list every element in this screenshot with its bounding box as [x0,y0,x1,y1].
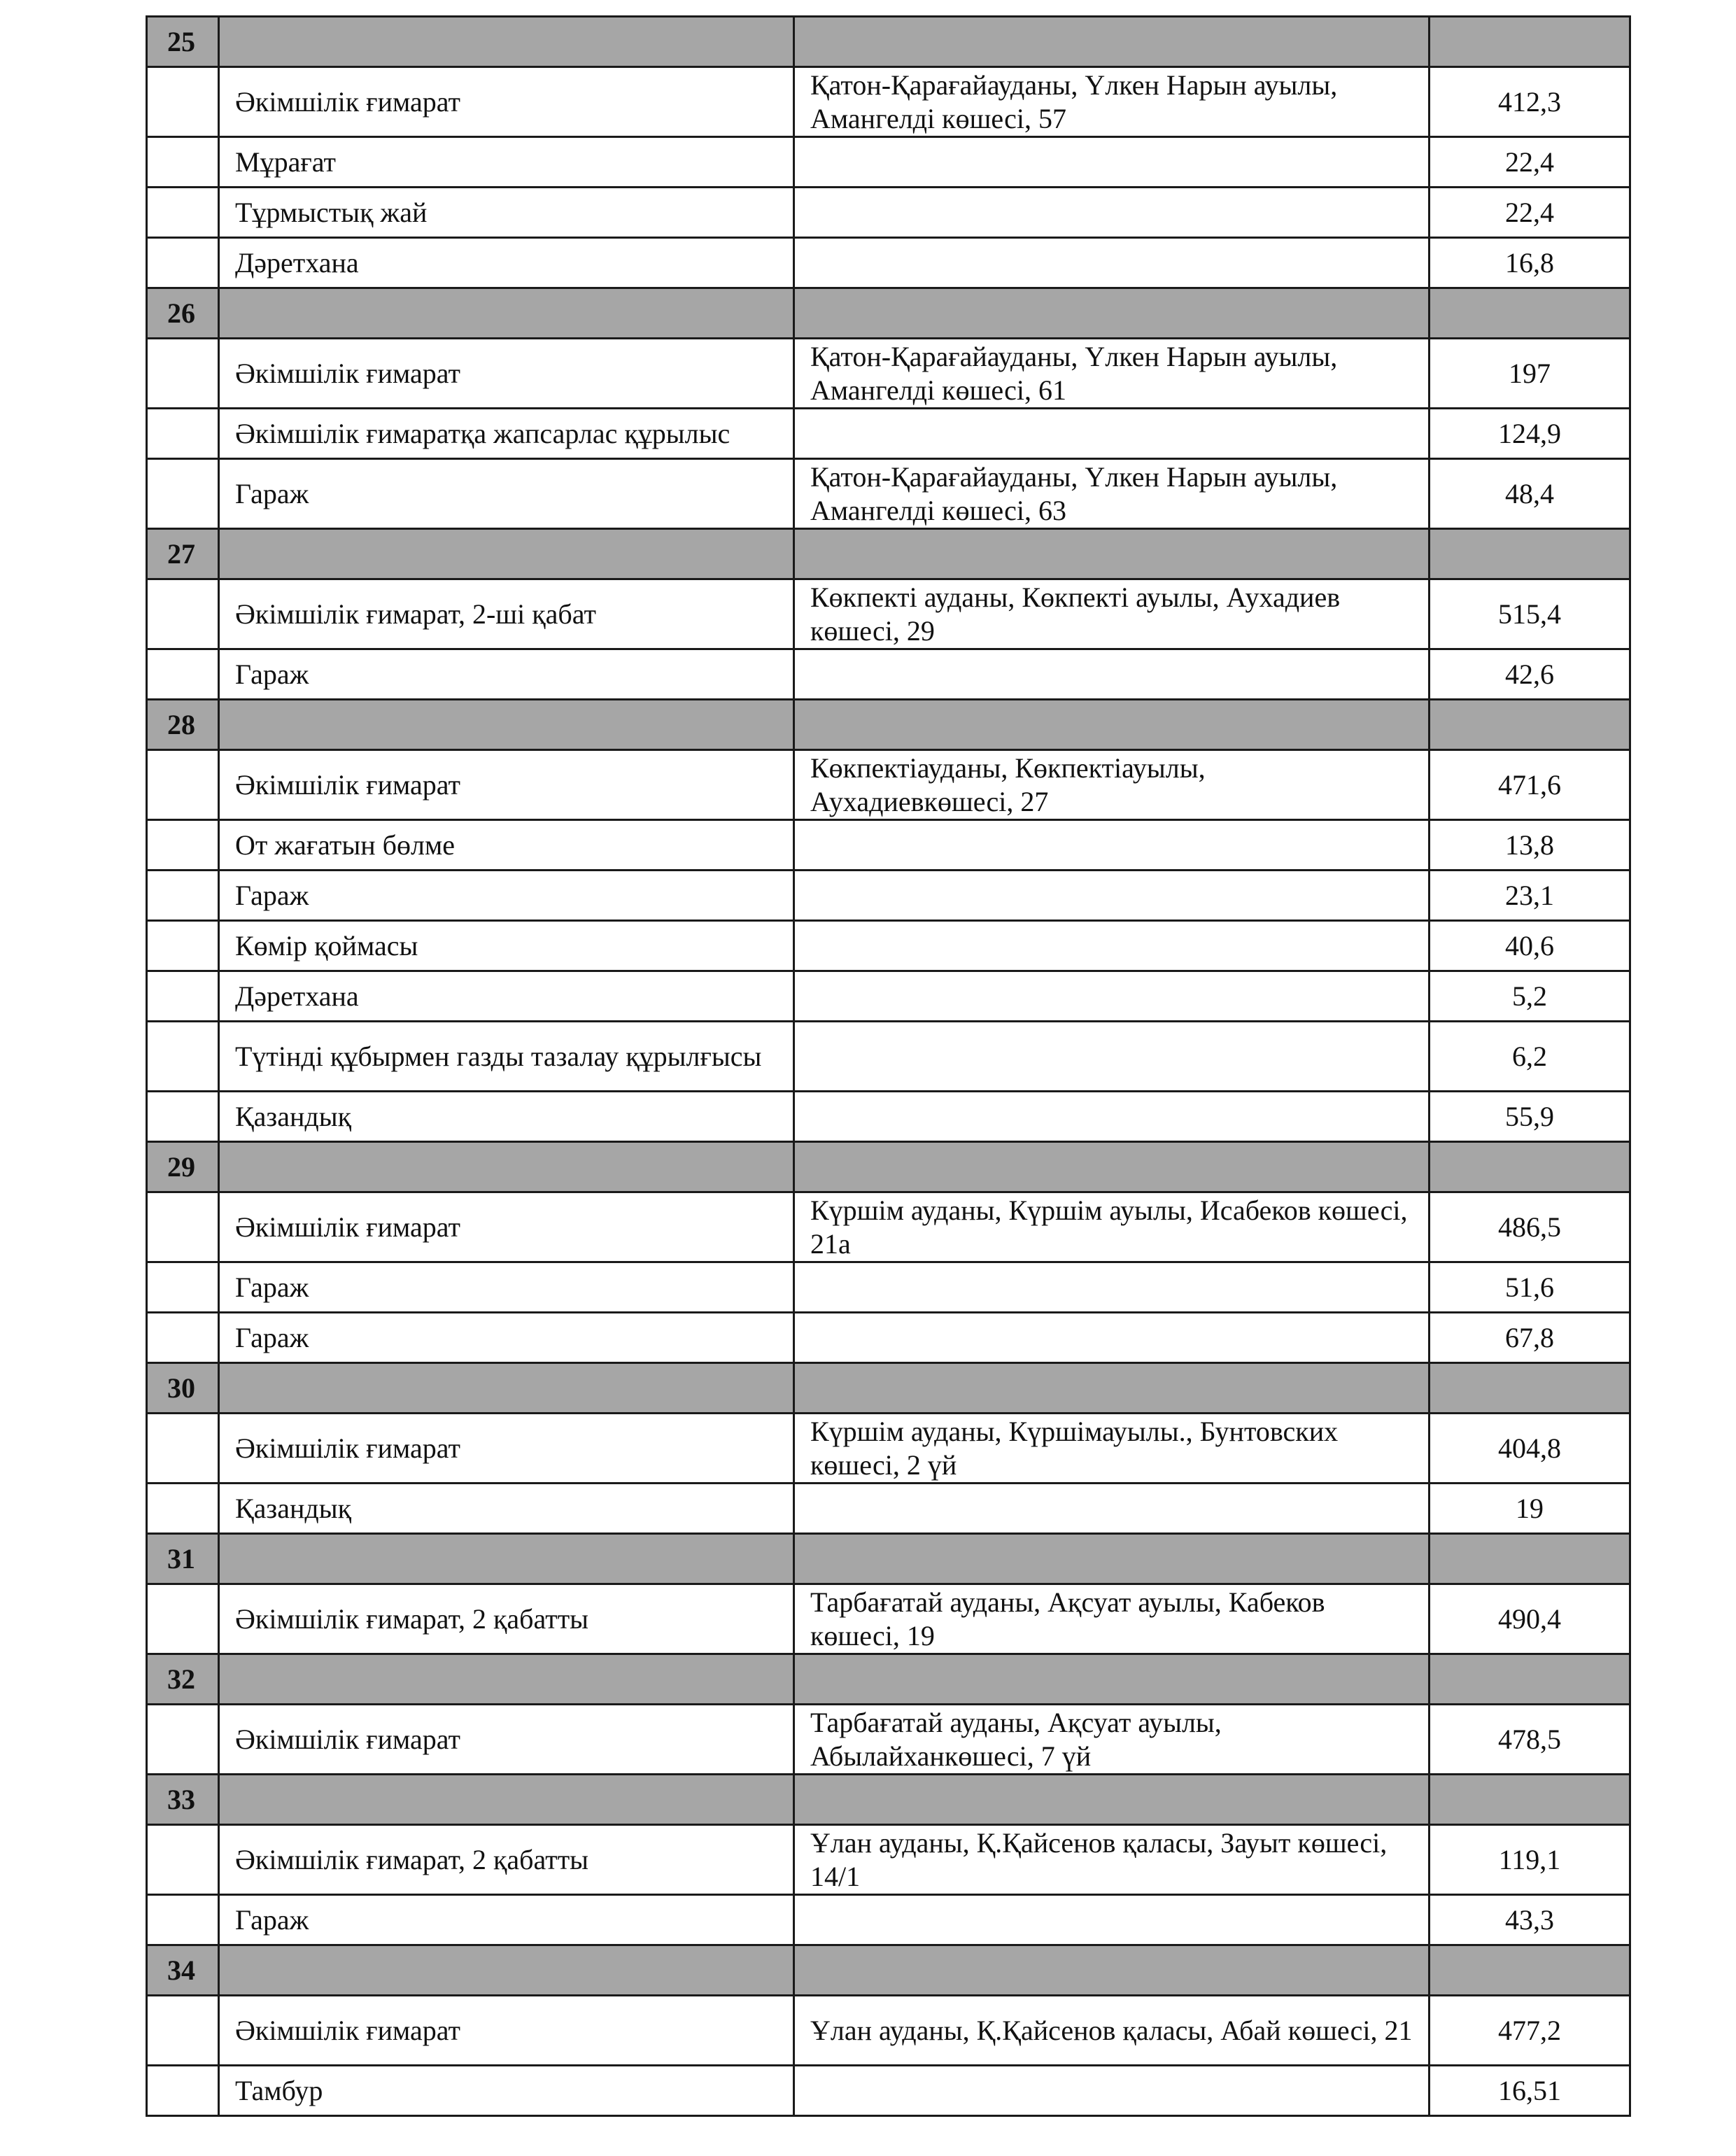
group-header-empty-cell [794,1363,1430,1414]
table-row [147,67,1630,137]
object-name-cell: Гараж [219,871,794,921]
group-header-empty-cell [219,288,794,339]
address-cell: Күршім ауданы, Күршімауылы., Бунтовских көшесі, 2 үй [794,1414,1430,1484]
number-cell [147,1262,219,1313]
object-name-cell: Түтінді құбырмен газды тазалау құрылғысы [219,1022,794,1092]
group-header-empty-cell [794,1775,1430,1825]
object-name-cell: Тамбур [219,2066,794,2116]
area-cell: 197 [1430,339,1630,409]
group-number: 29 [147,1142,219,1192]
area-cell: 412,3 [1430,67,1630,137]
group-number: 30 [147,1363,219,1414]
number-cell [147,1584,219,1654]
object-name-cell: Әкімшілік ғимарат [219,1192,794,1262]
group-header-empty-cell [794,1142,1430,1192]
number-cell [147,921,219,971]
area-cell: 55,9 [1430,1092,1630,1142]
number-cell [147,750,219,820]
object-name-cell: Гараж [219,1895,794,1945]
table-row [147,1705,1630,1775]
address-cell: Ұлан ауданы, Қ.Қайсенов қаласы, Зауыт көшесі, 14/1 [794,1825,1430,1895]
table-row [147,1825,1630,1895]
object-name-cell: Қазандық [219,1484,794,1534]
number-cell [147,1313,219,1363]
group-header-row [147,1654,1630,1705]
group-number: 32 [147,1654,219,1705]
area-cell: 22,4 [1430,188,1630,238]
area-cell: 42,6 [1430,649,1630,700]
group-header-empty-cell [1430,1363,1630,1414]
object-name-cell: Әкімшілік ғимарат [219,1705,794,1775]
group-header-empty-cell [219,529,794,579]
address-cell [794,971,1430,1022]
object-name-cell: Тұрмыстық жай [219,188,794,238]
number-cell [147,871,219,921]
number-cell [147,409,219,459]
number-cell [147,1705,219,1775]
group-header-row [147,1534,1630,1584]
object-name-cell: Көмір қоймасы [219,921,794,971]
object-name-cell: Әкімшілік ғимарат [219,1996,794,2066]
area-cell: 404,8 [1430,1414,1630,1484]
address-cell [794,409,1430,459]
group-number: 28 [147,700,219,750]
address-cell [794,238,1430,288]
group-header-empty-cell [1430,1945,1630,1996]
address-cell [794,188,1430,238]
object-name-cell: Мұрағат [219,137,794,188]
group-header-empty-cell [1430,700,1630,750]
number-cell [147,67,219,137]
object-name-cell: Әкімшілік ғимарат [219,1414,794,1484]
address-cell: Тарбағатай ауданы, Ақсуат ауылы, Кабеков көшесі, 19 [794,1584,1430,1654]
number-cell [147,1022,219,1092]
group-number: 25 [147,17,219,67]
group-header-empty-cell [794,700,1430,750]
group-header-empty-cell [219,1654,794,1705]
group-number: 27 [147,529,219,579]
area-cell: 6,2 [1430,1022,1630,1092]
object-name-cell: Әкімшілік ғимарат, 2 қабатты [219,1584,794,1654]
table-row [147,1895,1630,1945]
group-header-empty-cell [1430,1775,1630,1825]
table-row [147,1414,1630,1484]
number-cell [147,820,219,871]
table-row [147,1484,1630,1534]
address-cell [794,2066,1430,2116]
area-cell: 515,4 [1430,579,1630,649]
address-cell: Қатон-Қарағайауданы, Үлкен Нарын ауылы, Амангелді көшесі, 61 [794,339,1430,409]
address-cell [794,1313,1430,1363]
number-cell [147,1192,219,1262]
area-cell: 43,3 [1430,1895,1630,1945]
group-header-empty-cell [1430,1142,1630,1192]
area-cell: 48,4 [1430,459,1630,529]
number-cell [147,649,219,700]
table-row [147,1192,1630,1262]
table-row [147,1584,1630,1654]
group-header-empty-cell [219,1534,794,1584]
object-name-cell: Әкімшілік ғимарат, 2 қабатты [219,1825,794,1895]
area-cell: 13,8 [1430,820,1630,871]
number-cell [147,1414,219,1484]
group-header-empty-cell [794,529,1430,579]
table-row [147,1996,1630,2066]
table-row [147,1262,1630,1313]
object-name-cell: Әкімшілік ғимарат [219,750,794,820]
address-cell [794,1262,1430,1313]
table-row [147,1313,1630,1363]
object-name-cell: Гараж [219,1313,794,1363]
group-header-empty-cell [219,1775,794,1825]
group-header-row [147,288,1630,339]
address-cell [794,871,1430,921]
group-header-empty-cell [794,1534,1430,1584]
number-cell [147,579,219,649]
group-header-empty-cell [794,288,1430,339]
area-cell: 67,8 [1430,1313,1630,1363]
address-cell: Көкпекті ауданы, Көкпекті ауылы, Аухадиев көшесі, 29 [794,579,1430,649]
number-cell [147,1092,219,1142]
table-row [147,1092,1630,1142]
table-row [147,649,1630,700]
area-cell: 51,6 [1430,1262,1630,1313]
table-row [147,579,1630,649]
area-cell: 486,5 [1430,1192,1630,1262]
object-name-cell: Әкімшілік ғимарат [219,67,794,137]
object-name-cell: Әкімшілік ғимарат, 2-ші қабат [219,579,794,649]
address-cell [794,820,1430,871]
table-row [147,971,1630,1022]
group-header-row [147,1363,1630,1414]
area-cell: 40,6 [1430,921,1630,971]
group-header-empty-cell [1430,529,1630,579]
group-header-empty-cell [794,17,1430,67]
group-number: 34 [147,1945,219,1996]
group-header-row [147,1142,1630,1192]
group-header-empty-cell [1430,17,1630,67]
address-cell: Көкпектіауданы, Көкпектіауылы, Аухадиевкөшесі, 27 [794,750,1430,820]
group-header-empty-cell [1430,1534,1630,1584]
object-name-cell: От жағатын бөлме [219,820,794,871]
property-table [146,15,1631,2117]
object-name-cell: Әкімшілік ғимаратқа жапсарлас құрылыс [219,409,794,459]
number-cell [147,137,219,188]
table-row [147,820,1630,871]
object-name-cell: Дәретхана [219,238,794,288]
number-cell [147,339,219,409]
address-cell [794,1895,1430,1945]
group-header-empty-cell [794,1945,1430,1996]
address-cell: Ұлан ауданы, Қ.Қайсенов қаласы, Абай көшесі, 21 [794,1996,1430,2066]
table-row [147,339,1630,409]
area-cell: 477,2 [1430,1996,1630,2066]
group-header-empty-cell [219,1945,794,1996]
group-header-empty-cell [794,1654,1430,1705]
address-cell [794,137,1430,188]
group-header-empty-cell [219,700,794,750]
object-name-cell: Гараж [219,649,794,700]
number-cell [147,238,219,288]
area-cell: 19 [1430,1484,1630,1534]
address-cell: Күршім ауданы, Күршім ауылы, Исабеков көшесі, 21а [794,1192,1430,1262]
area-cell: 119,1 [1430,1825,1630,1895]
table-row [147,871,1630,921]
number-cell [147,459,219,529]
table-row [147,238,1630,288]
table-row [147,2066,1630,2116]
group-header-empty-cell [219,17,794,67]
table-row [147,409,1630,459]
object-name-cell: Гараж [219,1262,794,1313]
area-cell: 124,9 [1430,409,1630,459]
number-cell [147,1825,219,1895]
address-cell [794,1484,1430,1534]
number-cell [147,2066,219,2116]
area-cell: 22,4 [1430,137,1630,188]
group-header-row [147,1945,1630,1996]
area-cell: 23,1 [1430,871,1630,921]
table-row [147,921,1630,971]
area-cell: 5,2 [1430,971,1630,1022]
number-cell [147,1895,219,1945]
table-row [147,1022,1630,1092]
address-cell: Қатон-Қарағайауданы, Үлкен Нарын ауылы, Амангелді көшесі, 63 [794,459,1430,529]
group-header-empty-cell [219,1363,794,1414]
area-cell: 490,4 [1430,1584,1630,1654]
table-row [147,459,1630,529]
group-header-row [147,529,1630,579]
address-cell: Қатон-Қарағайауданы, Үлкен Нарын ауылы, Амангелді көшесі, 57 [794,67,1430,137]
object-name-cell: Қазандық [219,1092,794,1142]
group-number: 33 [147,1775,219,1825]
address-cell [794,1022,1430,1092]
group-header-empty-cell [1430,288,1630,339]
object-name-cell: Әкімшілік ғимарат [219,339,794,409]
number-cell [147,1996,219,2066]
table-row [147,188,1630,238]
area-cell: 471,6 [1430,750,1630,820]
group-number: 31 [147,1534,219,1584]
group-number: 26 [147,288,219,339]
table-row [147,750,1630,820]
area-cell: 16,51 [1430,2066,1630,2116]
object-name-cell: Гараж [219,459,794,529]
table-row [147,137,1630,188]
group-header-row [147,1775,1630,1825]
object-name-cell: Дәретхана [219,971,794,1022]
group-header-empty-cell [1430,1654,1630,1705]
address-cell [794,921,1430,971]
address-cell: Тарбағатай ауданы, Ақсуат ауылы, Абылайханкөшесі, 7 үй [794,1705,1430,1775]
area-cell: 478,5 [1430,1705,1630,1775]
number-cell [147,971,219,1022]
group-header-row [147,700,1630,750]
number-cell [147,188,219,238]
address-cell [794,1092,1430,1142]
address-cell [794,649,1430,700]
number-cell [147,1484,219,1534]
group-header-empty-cell [219,1142,794,1192]
area-cell: 16,8 [1430,238,1630,288]
group-header-row [147,17,1630,67]
